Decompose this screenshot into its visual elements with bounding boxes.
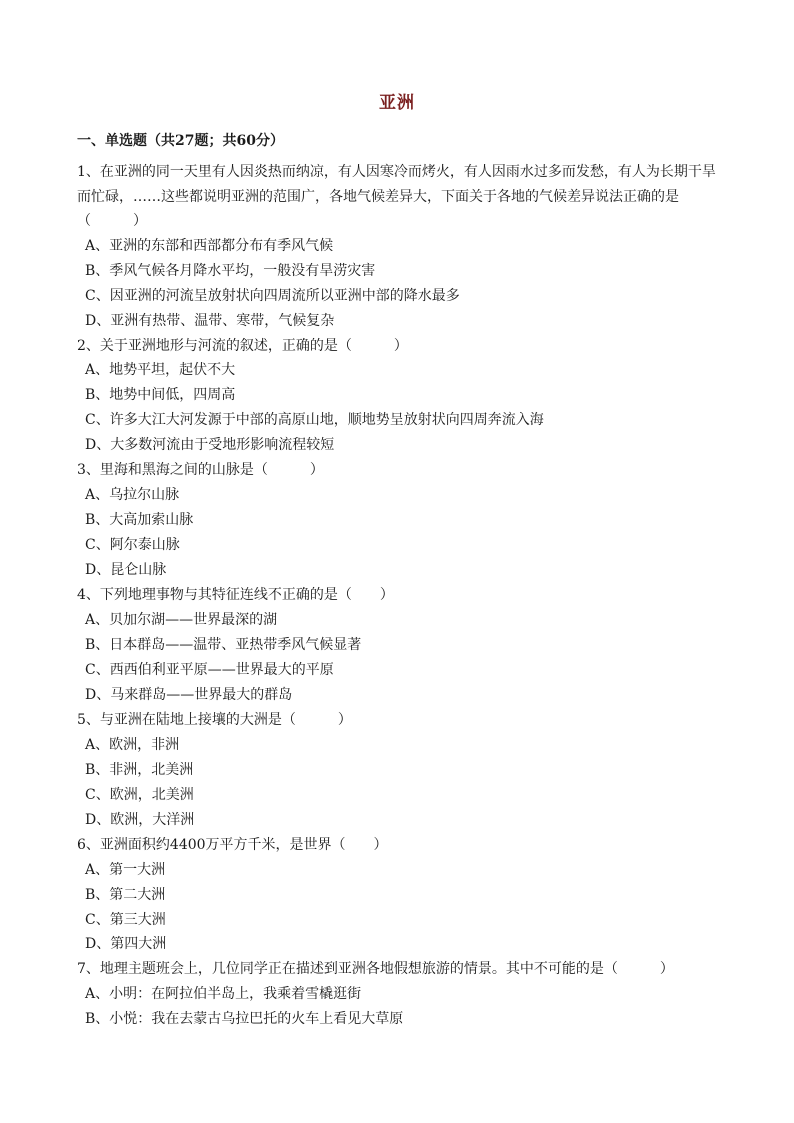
- q5-option-d: D、欧洲，大洋洲: [85, 812, 195, 828]
- question-1: 1、在亚洲的同一天里有人因炎热而纳凉，有人因寒冷而烤火，有人因雨水过多而发愁，有人为长期干旱而忙碌，……这些都说明亚洲的范围广，各地气候差异大，下面关于各地的气候差异说法正确的是（ ）: [77, 164, 716, 229]
- q3-option-b: B、大高加索山脉: [85, 512, 194, 528]
- q2-option-b: B、地势中间低，四周高: [85, 387, 236, 403]
- q5-option-b: B、非洲，北美洲: [85, 762, 194, 778]
- question-5: 5、与亚洲在陆地上接壤的大洲是（ ）: [77, 712, 352, 728]
- question-6: 6、亚洲面积约4400万平方千米，是世界（ ）: [77, 837, 388, 853]
- q1-option-c: C、因亚洲的河流呈放射状向四周流所以亚洲中部的降水最多: [85, 288, 460, 304]
- q2-option-d: D、大多数河流由于受地形影响流程较短: [85, 437, 335, 453]
- q7-option-a: A、小明：在阿拉伯半岛上，我乘着雪橇逛街: [85, 986, 362, 1002]
- q4-option-c: C、西西伯利亚平原——世界最大的平原: [85, 662, 334, 678]
- section-heading: 一、单选题（共27题；共60分）: [77, 133, 284, 149]
- q6-option-d: D、第四大洲: [85, 936, 167, 952]
- question-4: 4、下列地理事物与其特征连线不正确的是（ ）: [77, 587, 394, 603]
- q1-option-a: A、亚洲的东部和西部都分布有季风气候: [85, 238, 334, 254]
- question-7: 7、地理主题班会上，几位同学正在描述到亚洲各地假想旅游的情景。其中不可能的是（ ）: [77, 961, 674, 977]
- q7-option-b: B、小悦：我在去蒙古乌拉巴托的火车上看见大草原: [85, 1011, 404, 1027]
- q5-option-a: A、欧洲，非洲: [85, 737, 180, 753]
- q4-option-d: D、马来群岛——世界最大的群岛: [85, 687, 293, 703]
- q5-option-c: C、欧洲，北美洲: [85, 787, 194, 803]
- q6-option-a: A、第一大洲: [85, 862, 166, 878]
- q4-option-a: A、贝加尔湖——世界最深的湖: [85, 612, 278, 628]
- q2-option-a: A、地势平坦，起伏不大: [85, 362, 236, 378]
- q2-option-c: C、许多大江大河发源于中部的高原山地，顺地势呈放射状向四周奔流入海: [85, 412, 544, 428]
- q1-option-b: B、季风气候各月降水平均，一般没有旱涝灾害: [85, 263, 376, 279]
- q3-option-d: D、昆仑山脉: [85, 562, 167, 578]
- q4-option-b: B、日本群岛——温带、亚热带季风气候显著: [85, 637, 362, 653]
- q6-option-c: C、第三大洲: [85, 912, 166, 928]
- q3-option-a: A、乌拉尔山脉: [85, 487, 180, 503]
- q1-option-d: D、亚洲有热带、温带、寒带，气候复杂: [85, 313, 335, 329]
- question-2: 2、关于亚洲地形与河流的叙述，正确的是（ ）: [77, 338, 408, 354]
- page-title: 亚洲: [379, 93, 415, 113]
- question-3: 3、里海和黑海之间的山脉是（ ）: [77, 462, 324, 478]
- q6-option-b: B、第二大洲: [85, 887, 166, 903]
- q3-option-c: C、阿尔泰山脉: [85, 537, 180, 553]
